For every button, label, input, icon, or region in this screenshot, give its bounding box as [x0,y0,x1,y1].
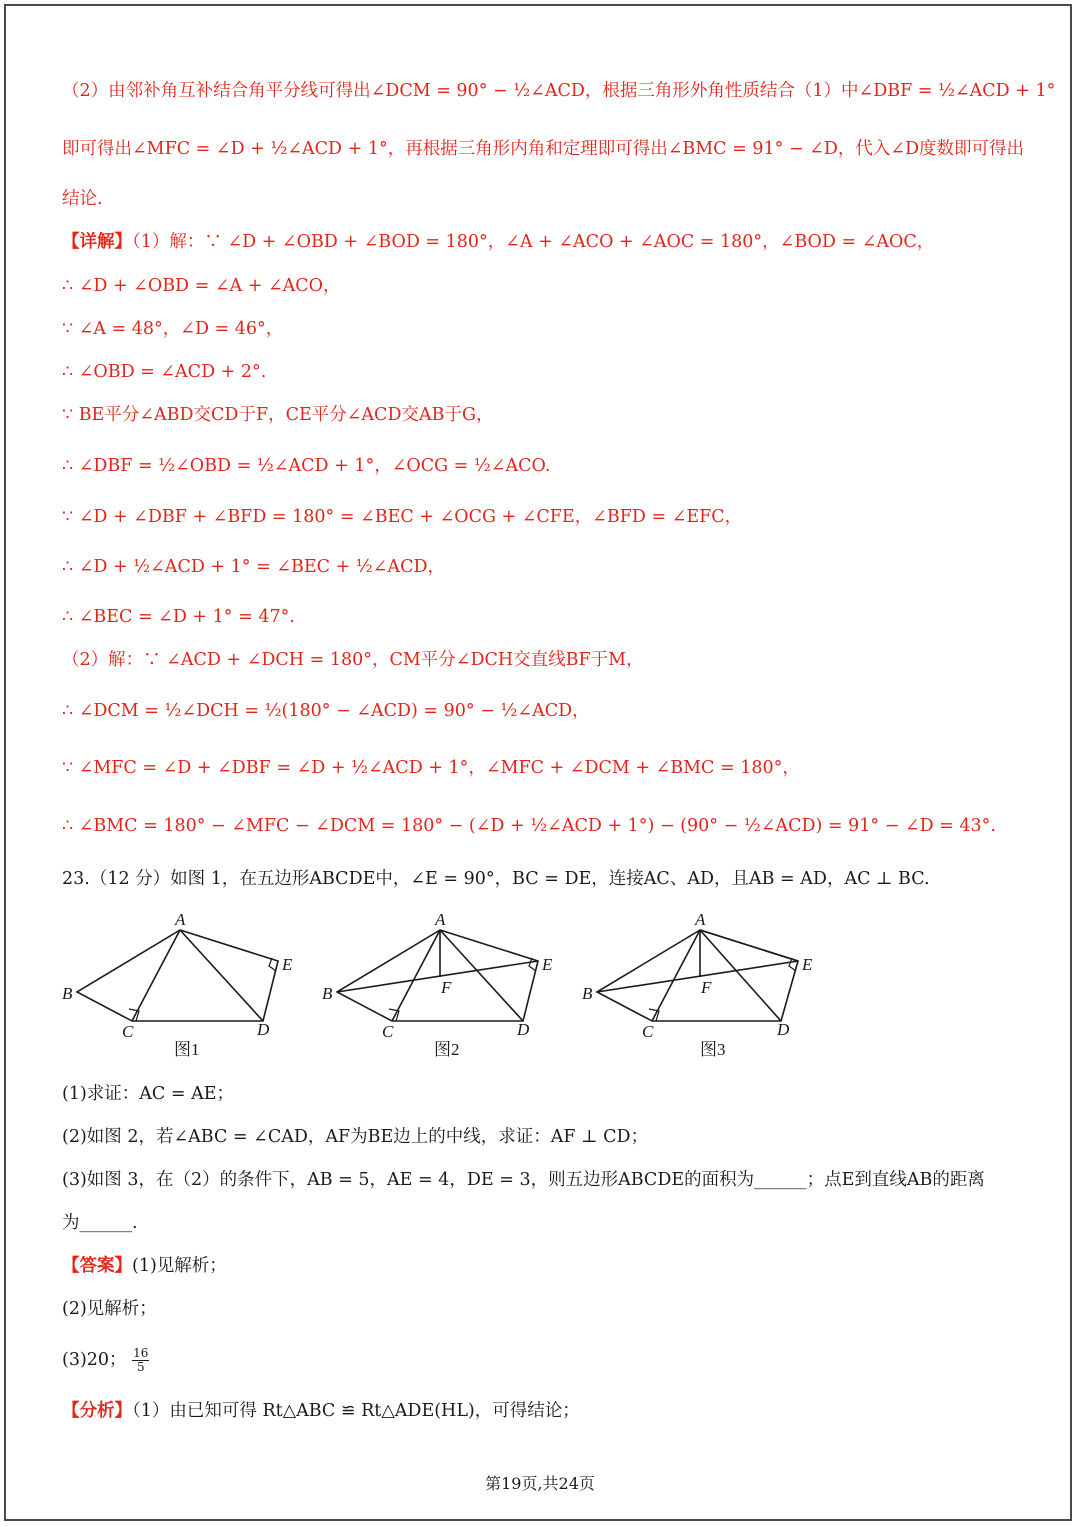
solution-line: ∵ ∠MFC = ∠D + ∠DBF = ∠D + ½∠ACD + 1°，∠MFC + ∠DCM + ∠BMC = 180°， [62,758,800,778]
question-stem: 23.（12 分）如图 1，在五边形ABCDE中，∠E = 90°，BC = DE，连接AC、AD，且AB = AD，AC ⊥ BC. [62,869,930,889]
analysis-line: 【分析】（1）由已知可得 Rt△ABC ≌ Rt△ADE(HL)，可得结论； [62,1401,580,1421]
solution-line: ∴ ∠D + ½∠ACD + 1° = ∠BEC + ½∠ACD， [62,557,445,577]
solution-line: 结论. [62,189,103,209]
question-part-3-cont: 为______. [62,1213,138,1233]
solution-line: ∴ ∠DBF = ½∠OBD = ½∠ACD + 1°，∠OCG = ½∠ACO. [62,456,551,476]
label-e: E [542,955,553,974]
solution-line: ∴ ∠BMC = 180° − ∠MFC − ∠DCM = 180° − (∠D + ½∠ACD + 1°) − (90° − ½∠ACD) = 91° − ∠D = 43°. [62,816,996,836]
label-a: A [695,910,706,929]
solution-line: （2）由邻补角互补结合角平分线可得出∠DCM = 90° − ½∠ACD，根据三角形外角性质结合（1）中∠DBF = ½∠ACD + 1° [62,81,1056,101]
solution-line: ∵ ∠D + ∠DBF + ∠BFD = 180° = ∠BEC + ∠OCG + ∠CFE，∠BFD = ∠EFC， [62,507,743,527]
label-e: E [282,955,293,974]
answer-line-3: (3)20； $\frac{16}{5}$ [62,1346,149,1374]
question-part-1: (1)求证：AC = AE； [62,1084,235,1104]
answer-line-1: 【答案】(1)见解析； [62,1256,227,1276]
detail-tag: 【详解】 [62,232,132,252]
solution-line: ∴ ∠BEC = ∠D + 1° = 47°. [62,607,295,627]
figure-2 [322,910,553,1059]
label-b: B [582,984,593,1003]
solution-line: ∵ ∠A = 48°，∠D = 46°， [62,319,284,339]
label-f: F [701,978,712,997]
solution-line: ∴ ∠D + ∠OBD = ∠A + ∠ACO， [62,276,341,296]
caption-figure-1: 图1 [174,1040,200,1059]
caption-figure-2: 图2 [434,1040,460,1059]
answer-line-2: (2)见解析； [62,1299,157,1319]
solution-line: 即可得出∠MFC = ∠D + ½∠ACD + 1°，再根据三角形内角和定理即可得出∠BMC = 91° − ∠D，代入∠D度数即可得出 [62,139,1025,159]
label-c: C [642,1022,654,1041]
solution-line: （2）解：∵ ∠ACD + ∠DCH = 180°，CM平分∠DCH交直线BF于M， [62,650,644,670]
question-part-3: (3)如图 3，在（2）的条件下，AB = 5，AE = 4，DE = 3，则五边形ABCDE的面积为______；点E到直线AB的距离 [62,1170,985,1190]
label-d: D [517,1020,530,1039]
analysis-tag: 【分析】 [62,1401,132,1421]
label-c: C [122,1022,134,1041]
question-part-2: (2)如图 2，若∠ABC = ∠CAD，AF为BE边上的中线，求证：AF ⊥ CD； [62,1127,649,1147]
label-b: B [322,984,333,1003]
answer-tag: 【答案】 [62,1256,132,1276]
label-e: E [802,955,813,974]
geometry-figures [50,905,850,1065]
solution-line: ∴ ∠DCM = ½∠DCH = ½(180° − ∠ACD) = 90° − ½∠ACD， [62,701,590,721]
caption-figure-3: 图3 [700,1040,726,1059]
figure-1 [62,910,293,1059]
label-a: A [175,910,186,929]
label-c: C [382,1022,394,1041]
label-b: B [62,984,73,1003]
label-f: F [441,978,452,997]
figure-3 [582,910,813,1059]
label-d: D [257,1020,270,1039]
label-d: D [777,1020,790,1039]
label-a: A [435,910,446,929]
page-number: 第19页,共24页 [485,1474,595,1493]
solution-line: ∴ ∠OBD = ∠ACD + 2°. [62,362,267,382]
solution-line: 【详解】（1）解：∵ ∠D + ∠OBD + ∠BOD = 180°，∠A + ∠ACO + ∠AOC = 180°，∠BOD = ∠AOC， [62,232,935,252]
answer-fraction: $\frac{16}{5}$ [133,1346,149,1374]
solution-line: ∵ BE平分∠ABD交CD于F，CE平分∠ACD交AB于G， [62,405,494,425]
